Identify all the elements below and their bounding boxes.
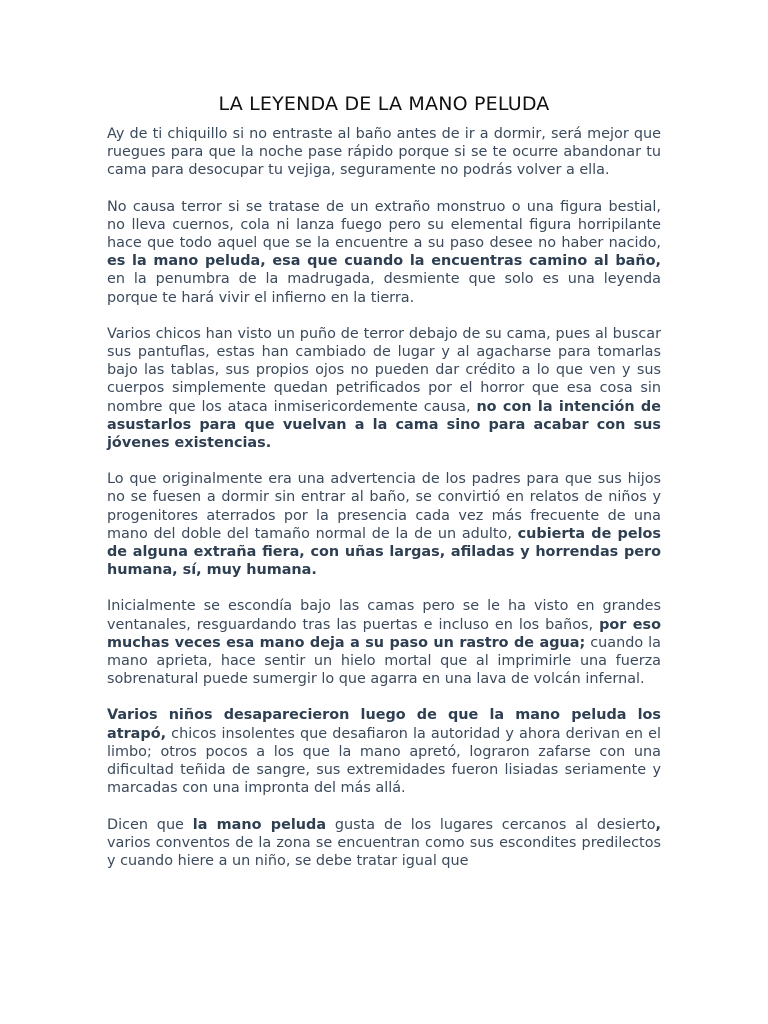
paragraph-text: gusta de los lugares cercanos al desierto	[326, 816, 656, 833]
paragraph	[107, 706, 661, 797]
paragraph-text: en la penumbra de la madrugada, desmiente que solo es una leyenda porque te hará vivir el infierno en la tierra.	[107, 271, 661, 306]
paragraph	[107, 325, 661, 452]
paragraph-text: Ay de ti chiquillo si no entraste al baño antes de ir a dormir, será mejor que ruegues para que la noche pase rápido porque si se te ocurre abandonar tu cama para desocupar tu vejiga, seguramente no podrás volver a ella.	[107, 126, 661, 179]
paragraph-bold-text: la mano peluda	[192, 816, 327, 833]
paragraph-text: Lo que originalmente era una advertencia de los padres para que sus hijos no se fuesen a dormir sin entrar al baño, se convirtió en relatos de niños y progenitores aterrados por la presencia cada vez más frecuente de una mano del doble del tamaño normal de la de un adulto,	[107, 471, 661, 542]
paragraph-text: Inicialmente se escondía bajo las camas pero se le ha visto en grandes ventanales, resguardando tras las puertas e incluso en los baños,	[107, 598, 661, 633]
paragraph-bold-text: por eso muchas veces esa mano deja a su paso un rastro de agua;	[107, 616, 661, 651]
paragraph-text: Varios chicos han visto un puño de terror debajo de su cama, pues al buscar sus pantuflas, estas han cambiado de lugar y al agacharse para tomarlas bajo las tablas, sus propios ojos no pueden dar crédito a lo que ven y sus cuerpos simplemente quedan petrificados por el horror que esa cosa sin nombre que los ataca inmisericordemente causa,	[107, 325, 661, 415]
paragraph-text: cuando la mano aprieta, hace sentir un hielo mortal que al imprimirle una fuerza sobrenatural puede sumergir lo que agarra en una lava de volcán infernal.	[107, 634, 661, 688]
paragraph	[107, 470, 661, 579]
paragraph-bold-text: Varios niños desaparecieron luego de que la mano peluda los atrapó,	[107, 707, 661, 742]
paragraph-text: chicos insolentes que desafiaron la autoridad y ahora derivan en el limbo; otros pocos a los que la mano apretó, lograron zafarse con una dificultad teñida de sangre, sus extremidades fueron lisiadas seriamente y marcadas con una impronta del más allá.	[107, 725, 661, 797]
document-title: LA LEYENDA DE LA MANO PELUDA	[218, 93, 550, 115]
paragraph-bold-text: no con la intención de asustarlos para que vuelvan a la cama sino para acabar con sus jóvenes existencias.	[107, 398, 661, 452]
paragraph-bold-text: es la mano peluda, esa que cuando la encuentras camino al baño,	[107, 253, 661, 270]
paragraph-text: Dicen que	[107, 816, 193, 833]
paragraph	[107, 125, 661, 180]
document-body	[107, 125, 661, 870]
paragraph-text: varios conventos de la zona se encuentran como sus escondites predilectos y cuando hiere a un niño, se debe tratar igual que	[107, 834, 661, 869]
paragraph-bold-text: ,	[655, 816, 661, 833]
paragraph	[107, 597, 661, 688]
paragraph-bold-text: cubierta de pelos de alguna extraña fiera, con uñas largas, afiladas y horrendas pero humana, sí, muy humana.	[107, 525, 661, 579]
paragraph	[107, 198, 661, 307]
paragraph	[107, 816, 661, 871]
paragraph-text: No causa terror si se tratase de un extraño monstruo o una figura bestial, no lleva cuernos, cola ni lanza fuego pero su elemental figura horripilante hace que todo aquel que se la encuentre a su paso desee no haber nacido,	[107, 198, 661, 252]
